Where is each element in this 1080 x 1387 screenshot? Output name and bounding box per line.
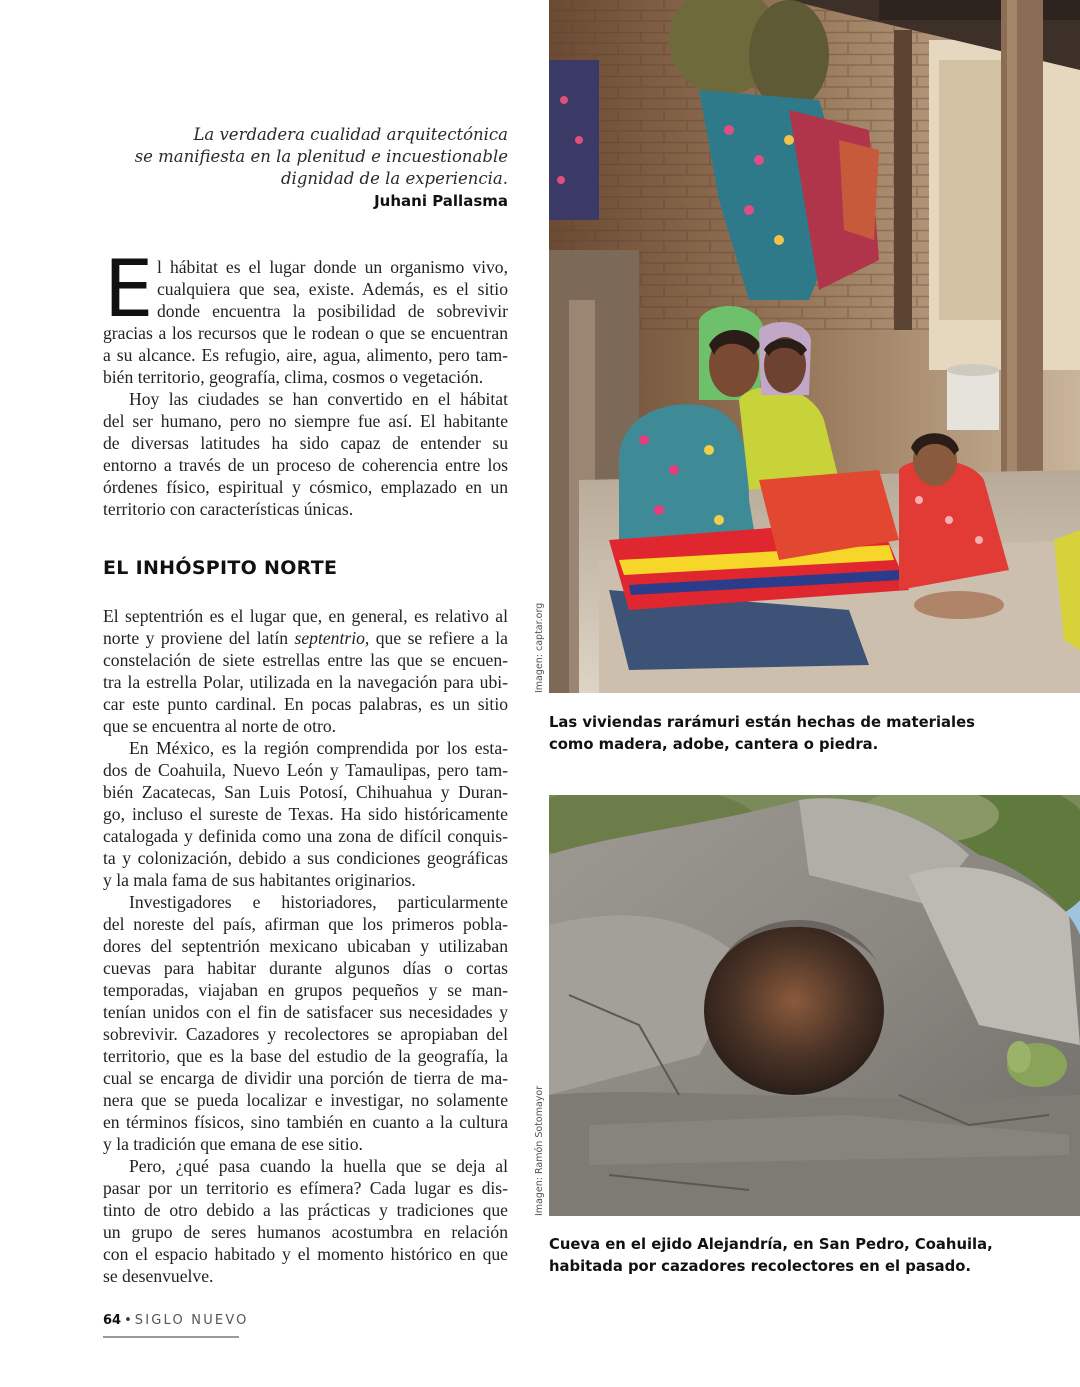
body-text-line: tinto de otro debido a las prácticas y tradiciones que	[103, 1200, 508, 1220]
body-text-line: del ser humano, pero no siempre fue así. El habitante	[103, 411, 508, 431]
photo-raramuri-dwelling	[549, 0, 1080, 693]
body-text-line: de diversas latitudes ha sido capaz de entender su	[103, 433, 508, 453]
photo-cave-alejandria	[549, 795, 1080, 1216]
body-text: que se refiere a la	[375, 628, 508, 648]
body-text-line: bién territorio, geografía, clima, cosmos o vegetación.	[103, 367, 484, 387]
magazine-name: SIGLO NUEVO	[134, 1313, 249, 1328]
body-text-line: territorio con características únicas.	[103, 499, 354, 519]
body-text-line: cualquiera que sea, existe. Además, es el sitio	[157, 279, 508, 299]
body-text-line: donde encuentra la posibilidad de sobrevivir	[157, 301, 508, 321]
body-text-line: l hábitat es el lugar donde un organismo vivo,	[157, 257, 508, 277]
body-text-line	[103, 737, 508, 759]
epigraph-line: se manifiesta en la plenitud e incuestionable	[134, 147, 508, 166]
body-text-line: El septentrión es el lugar que, en general, es relativo al	[103, 606, 508, 626]
footer-separator: •	[124, 1313, 132, 1328]
caption-line: como madera, adobe, cantera o piedra.	[549, 736, 879, 753]
epigraph-line: dignidad de la experiencia.	[281, 169, 508, 188]
body-text-line: cuevas para habitar durante algunos días o cortas	[103, 958, 508, 978]
body-text: Pero, ¿qué pasa cuando la huella que se deja al	[129, 1156, 508, 1176]
photo-credit: Imagen: Ramón Sotomayor	[534, 1085, 545, 1216]
epigraph-line: La verdadera cualidad arquitectónica	[193, 125, 508, 144]
body-text-line: y la tradición que emana de ese sitio.	[103, 1134, 363, 1154]
body-text-line: a su alcance. Es refugio, aire, agua, alimento, pero tam-	[103, 345, 508, 365]
body-text-line: territorio, que es la base del estudio de la geografía, la	[103, 1046, 508, 1066]
body-text-line: ta y colonización, debido a sus condiciones geográficas	[103, 848, 508, 868]
body-text-line	[103, 627, 508, 649]
latin-term: septentrio,	[294, 628, 370, 648]
photo-caption	[549, 712, 975, 756]
footer-rule	[103, 1336, 239, 1338]
body-text-line: nera que se pueda localizar e investigar, no solamente	[103, 1090, 508, 1110]
caption-line: habitada por cazadores recolectores en el pasado.	[549, 1258, 971, 1275]
body-text-line: un grupo de seres humanos acostumbra en relación	[103, 1222, 508, 1242]
body-text: Hoy las ciudades se han convertido en el hábitat	[129, 389, 508, 409]
body-text-line: sobrevivir. Cazadores y recolectores se apropiaban del	[103, 1024, 508, 1044]
body-text: En México, es la región comprendida por los esta-	[129, 738, 508, 758]
body-text-line: gracias a los recursos que le rodean o que se encuentran	[103, 323, 508, 343]
body-text-line	[103, 388, 508, 410]
drop-cap: E	[104, 245, 154, 335]
body-text: Investigadores e historiadores, particularmente	[129, 892, 508, 912]
body-text-line: temporadas, viajaban en grupos pequeños y se man-	[103, 980, 508, 1000]
body-text: norte y proviene del latín	[103, 628, 289, 648]
epigraph-author: Juhani Pallasma	[374, 192, 508, 210]
body-text-line: bién Zacatecas, San Luis Potosí, Chihuahua y Duran-	[103, 782, 508, 802]
body-text-line: pasar por un territorio es efímera? Cada lugar es dis-	[103, 1178, 508, 1198]
photo-credit: Imagen: captar.org	[534, 602, 545, 693]
body-text-line	[103, 891, 508, 913]
body-text-line: con el espacio habitado y el momento histórico en que	[103, 1244, 508, 1264]
body-text-line: se desenvuelve.	[103, 1266, 214, 1286]
body-text-line: car este punto cardinal. En pocas palabras, es un sitio	[103, 694, 508, 714]
body-text-line: tenían unidos con el fin de satisfacer sus necesidades y	[103, 1002, 508, 1022]
photo-caption	[549, 1234, 993, 1278]
caption-line: Cueva en el ejido Alejandría, en San Pedro, Coahuila,	[549, 1236, 993, 1253]
page-footer	[103, 1313, 249, 1328]
body-text-line: dores del septentrión mexicano ubicaban y utilizaban	[103, 936, 508, 956]
body-text-line: cual se encarga de dividir una porción de tierra de ma-	[103, 1068, 508, 1088]
section-heading: EL INHÓSPITO NORTE	[103, 557, 338, 579]
body-text-line: constelación de siete estrellas entre las que se encuen-	[103, 650, 508, 670]
body-text-line: dos de Coahuila, Nuevo León y Tamaulipas, pero tam-	[103, 760, 508, 780]
body-text-line: órdenes físico, espiritual y cósmico, emplazado en un	[103, 477, 508, 497]
body-text-line: tra la estrella Polar, utilizada en la navegación para ubi-	[103, 672, 508, 692]
page-number: 64	[103, 1313, 122, 1328]
body-text-line: y la mala fama de sus habitantes originarios.	[103, 870, 416, 890]
body-text-line: que se encuentra al norte de otro.	[103, 716, 337, 736]
caption-line: Las viviendas rarámuri están hechas de materiales	[549, 714, 975, 731]
epigraph	[120, 124, 508, 212]
body-text-line: go, incluso el sureste de Texas. Ha sido históricamente	[103, 804, 508, 824]
body-text-line: en términos físicos, sino también en cuanto a la cultura	[103, 1112, 508, 1132]
body-text-line: catalogada y definida como una zona de difícil conquis-	[103, 826, 508, 846]
body-text-line: entorno a través de un proceso de coherencia entre los	[103, 455, 508, 475]
body-text-line: del noreste del país, afirman que los primeros pobla-	[103, 914, 508, 934]
body-text-line	[103, 1155, 508, 1177]
